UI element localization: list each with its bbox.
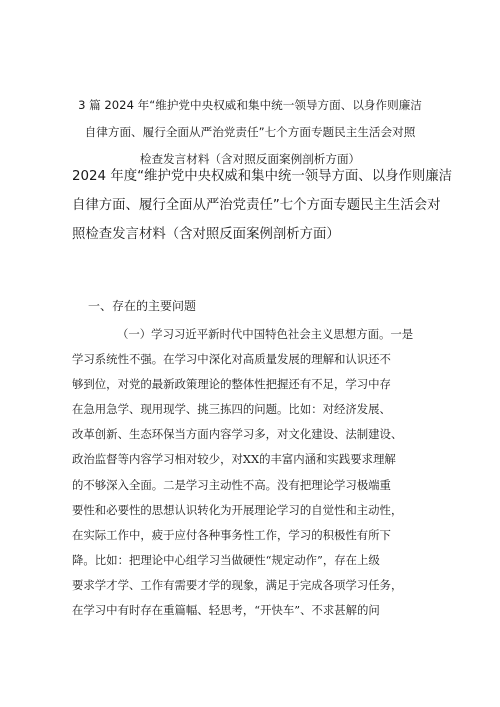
body-line: 改革创新、生态环保当方面内容学习多，对文化建设、法制建设、 bbox=[72, 427, 403, 442]
subtitle-line: 照检查发言材料（含对照反面案例剖析方面） bbox=[72, 227, 340, 242]
subtitle-line: 自律方面、履行全面从严治党责任”七个方面专题民主生活会对 bbox=[72, 198, 441, 213]
title-line: 自律方面、履行全面从严治党责任”七个方面专题民主生活会对照 bbox=[84, 125, 416, 139]
body-line: 够到位，对党的最新政策理论的整体性把握还有不足，学习中存 bbox=[72, 377, 391, 392]
body-line: 的不够深入全面。二是学习主动性不高。没有把理论学习极端重 bbox=[72, 477, 391, 492]
subtitle-line: 2024 年度“维护党中央权威和集中统一领导方面、以身作则廉洁 bbox=[72, 169, 453, 184]
body-line: 在实际工作中，疲于应付各种事务性工作，学习的积极性有所下 bbox=[72, 527, 391, 542]
body-line: 要求学才学、工作有需要才学的现象，满足于完成各项学习任务， bbox=[72, 577, 403, 592]
body-paragraph bbox=[72, 322, 442, 623]
section-heading: 一、存在的主要问题 bbox=[88, 299, 197, 313]
body-line: 要性和必要性的思想认识转化为开展理论学习的自觉性和主动性， bbox=[72, 502, 403, 517]
body-line: 在急用急学、现用现学、挑三拣四的问题。比如：对经济发展、 bbox=[72, 402, 391, 417]
body-line: 学习系统性不强。在学习中深化对高质量发展的理解和认识还不 bbox=[72, 352, 391, 367]
title-line: 检查发言材料（含对照反面案例剖析方面） bbox=[139, 152, 361, 166]
body-line: 在学习中有时存在重篇幅、轻思考，“开快车”、不求甚解的问 bbox=[72, 603, 380, 618]
body-line: 政治监督等内容学习相对较少，对XX的丰富内涵和实践要求理解 bbox=[72, 452, 396, 467]
body-line: （一）学习习近平新时代中国特色社会主义思想方面。一是 bbox=[117, 327, 414, 341]
document-subtitle bbox=[72, 162, 472, 249]
document-title bbox=[40, 92, 460, 173]
title-line: 3 篇 2024 年“维护党中央权威和集中统一领导方面、以身作则廉洁 bbox=[78, 98, 422, 112]
body-line: 降。比如：把理论中心组学习当做硬性“规定动作”，存在上级 bbox=[72, 552, 380, 567]
